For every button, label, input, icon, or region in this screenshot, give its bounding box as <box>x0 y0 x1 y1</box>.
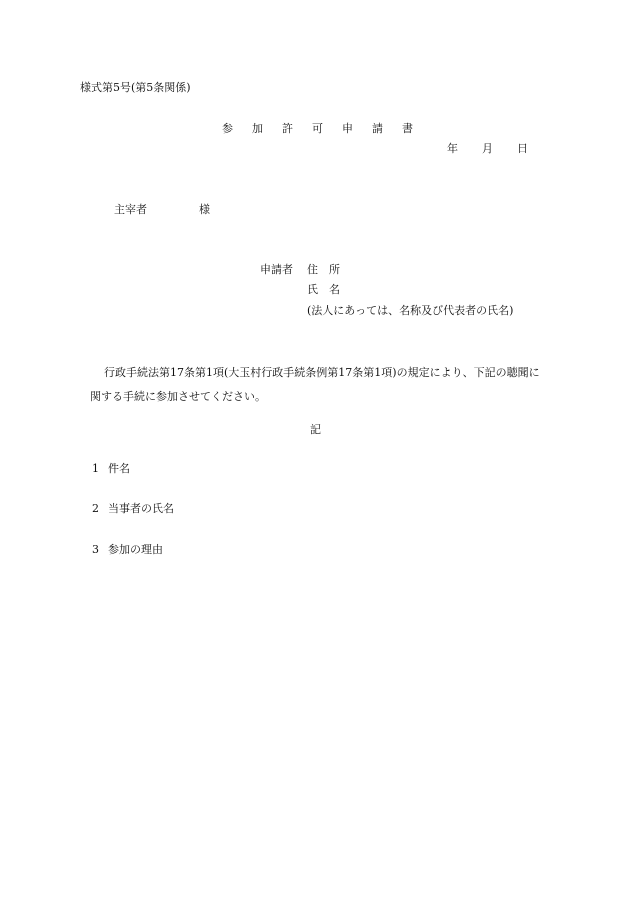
body-text: 行政手続法第17条第1項(大玉村行政手続条例第17条第1項)の規定により、下記の聴聞に関する手続に参加させてください。 <box>90 366 540 403</box>
item-reason <box>92 544 163 555</box>
date-month-label: 月 <box>482 142 493 155</box>
applicant-address-row <box>307 264 351 275</box>
applicant-name-row <box>307 284 351 295</box>
item-label: 参加の理由 <box>108 543 163 556</box>
addressee <box>114 204 210 215</box>
applicant-note: (法人にあっては、名称及び代表者の氏名) <box>307 304 514 317</box>
address-label: 住所 <box>307 263 351 276</box>
item-number: 1 <box>92 462 99 475</box>
item-label: 件名 <box>108 462 130 475</box>
item-party-name <box>92 503 174 514</box>
name-label: 氏名 <box>307 283 351 296</box>
item-number: 3 <box>92 543 99 556</box>
document-title: 参加許可申請書 <box>222 122 432 135</box>
date-line <box>447 143 528 154</box>
item-number: 2 <box>92 502 99 515</box>
applicant-label: 申請者 <box>260 263 293 276</box>
date-year-label: 年 <box>447 142 458 155</box>
addressee-label: 主宰者 <box>114 203 147 216</box>
item-label: 当事者の氏名 <box>108 502 174 515</box>
form-number: 様式第5号(第5条関係) <box>80 81 191 94</box>
addressee-honorific: 様 <box>199 203 210 216</box>
ki-heading: 記 <box>310 423 321 436</box>
date-day-label: 日 <box>517 142 528 155</box>
item-subject <box>92 463 130 474</box>
